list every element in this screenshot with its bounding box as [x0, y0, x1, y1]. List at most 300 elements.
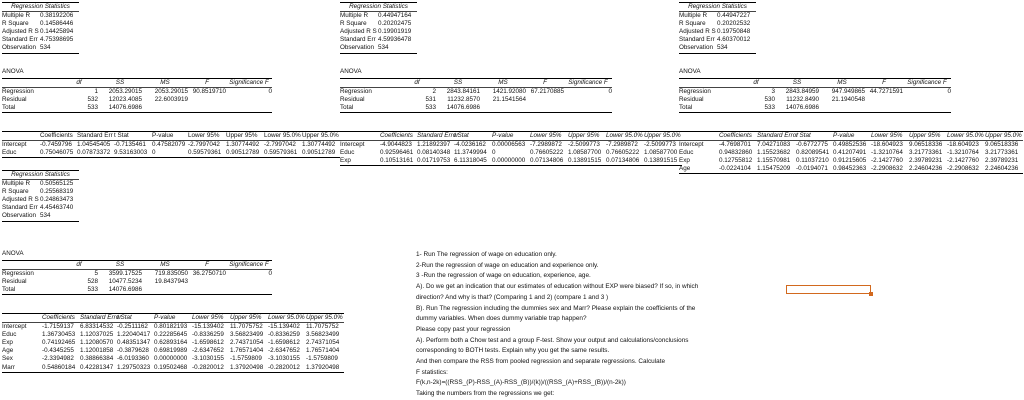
coef-cell[interactable]: -0.7459796 [40, 141, 72, 148]
anova-cell[interactable]: 21.1541564 [492, 96, 526, 104]
coef-cell[interactable]: -18.604923 [871, 141, 903, 148]
anova-cell[interactable]: 531 [425, 96, 436, 104]
anova-cell[interactable]: 533 [425, 104, 436, 112]
coef-cell[interactable]: 1.15523682 [757, 149, 791, 157]
anova-header-3[interactable]: F [205, 261, 209, 268]
coef-cell[interactable]: 0.11037210 [796, 157, 829, 165]
anova-cell[interactable]: 36.2750710 [192, 270, 226, 277]
coef-cell[interactable]: 0.08140348 [417, 149, 451, 157]
coef-cell[interactable]: 1.08587700 [644, 149, 678, 157]
coef-cell[interactable]: 1.30774492 [302, 141, 336, 148]
coef-cell[interactable]: 1.36730453 [42, 331, 76, 339]
reg-stats-title[interactable]: Regression Statistics [688, 3, 747, 10]
coef-cell[interactable]: -0.2820012 [192, 363, 224, 371]
anova-header-2[interactable]: MS [837, 79, 847, 86]
coef-row-label[interactable]: Intercept [2, 141, 27, 148]
coef-cell[interactable]: -7.2989872 [530, 141, 562, 148]
coef-cell[interactable]: 3.56823499 [230, 331, 264, 339]
reg-stat-value[interactable]: 0.20202475 [378, 20, 412, 28]
coef-cell[interactable]: 0.59579361 [264, 149, 298, 157]
anova-cell[interactable]: 1 [94, 88, 98, 95]
coef-header-2[interactable]: t Stat [796, 132, 811, 139]
coef-cell[interactable]: 2.74371054 [306, 339, 340, 347]
coef-cell[interactable]: 2.39789231 [985, 157, 1019, 165]
coef-header-5[interactable]: Upper 95% [568, 132, 600, 139]
note-line[interactable]: corresponding to BOTH tests. Explain why you get the same results. [416, 347, 610, 355]
coef-header-1[interactable]: Standard Err [77, 132, 113, 139]
coef-cell[interactable]: -15.139402 [192, 323, 224, 330]
anova-cell[interactable]: 3 [771, 88, 775, 95]
coef-header-3[interactable]: P-value [152, 132, 174, 139]
reg-stats-title[interactable]: Regression Statistics [11, 171, 70, 178]
coef-cell[interactable]: 0.07873372 [77, 149, 111, 157]
coef-cell[interactable]: -2.1427760 [947, 157, 979, 165]
coef-cell[interactable]: 9.06518336 [909, 141, 943, 148]
anova-cell[interactable]: 530 [764, 96, 775, 104]
coef-row-label[interactable]: Educ [340, 149, 355, 157]
coef-cell[interactable]: 0.80182193 [154, 323, 188, 330]
coef-header-6[interactable]: Lower 95.0% [606, 132, 643, 139]
note-line[interactable]: B). Run The regression including the dummies sex and Marr? Please explain the coefficients of the [416, 304, 696, 312]
reg-stats-title[interactable]: Regression Statistics [11, 3, 70, 10]
coef-cell[interactable]: 6.83314532 [80, 323, 114, 330]
anova-cell[interactable]: 14076.6986 [785, 104, 819, 112]
anova-cell[interactable]: 533 [87, 104, 98, 112]
anova-cell[interactable]: 533 [87, 286, 98, 294]
anova-title[interactable]: ANOVA [340, 68, 362, 75]
coef-header-0[interactable]: Coefficients [380, 132, 413, 139]
coef-cell[interactable]: -15.139402 [268, 323, 300, 330]
anova-header-0[interactable]: df [414, 79, 420, 86]
anova-header-1[interactable]: SS [792, 79, 802, 86]
reg-stat-value[interactable]: 0.24863473 [40, 196, 74, 204]
anova-cell[interactable]: 14076.6986 [108, 286, 142, 294]
note-line[interactable]: 2-Run the regression of wage on education and experience only. [416, 261, 599, 269]
reg-stat-label[interactable]: Standard Err [340, 36, 376, 44]
coef-cell[interactable]: 0.07134806 [606, 157, 640, 165]
coef-header-4[interactable]: Lower 95% [871, 132, 903, 139]
anova-cell[interactable]: 0 [268, 270, 272, 277]
anova-cell[interactable]: 12023.4085 [108, 96, 142, 104]
coef-cell[interactable]: 1.15570981 [757, 157, 791, 165]
coef-cell[interactable]: 1.21892397 [417, 141, 451, 148]
reg-stat-label[interactable]: Multiple R [2, 180, 30, 187]
coef-cell[interactable]: 1.37920498 [306, 363, 340, 371]
coef-cell[interactable]: -0.8336259 [192, 331, 224, 339]
coef-cell[interactable]: 3.56823499 [306, 331, 340, 339]
reg-stat-value[interactable]: 0.25568319 [40, 188, 74, 196]
anova-header-0[interactable]: df [753, 79, 759, 86]
coef-cell[interactable]: 6.11318045 [454, 157, 487, 165]
anova-title[interactable]: ANOVA [2, 250, 24, 257]
anova-header-2[interactable]: MS [160, 261, 170, 268]
anova-cell[interactable]: 3599.17525 [108, 270, 142, 277]
coef-cell[interactable]: 0.38866384 [80, 355, 114, 363]
reg-stat-label[interactable]: Observation [340, 44, 374, 52]
anova-cell[interactable]: 5 [94, 270, 98, 277]
coef-cell[interactable]: 0.00006563 [492, 141, 526, 148]
coef-cell[interactable]: -1.3210764 [947, 149, 979, 157]
anova-cell[interactable]: 719.835050 [154, 270, 188, 277]
coef-cell[interactable]: 11.7075752 [306, 323, 339, 330]
coef-cell[interactable]: -1.6598612 [268, 339, 300, 347]
anova-cell[interactable]: 10477.5234 [108, 278, 142, 286]
reg-stat-value[interactable]: 4.60370012 [717, 36, 751, 44]
anova-cell[interactable]: 533 [764, 104, 775, 112]
reg-stat-label[interactable]: Observation [2, 44, 36, 52]
coef-cell[interactable]: 0.10513161 [380, 157, 414, 165]
coef-cell[interactable]: 0.91215605 [833, 157, 867, 165]
reg-stat-label[interactable]: Observation [2, 212, 36, 220]
coef-cell[interactable]: 1.08587700 [568, 149, 602, 157]
coef-row-label[interactable]: Marr [2, 363, 15, 371]
coef-cell[interactable]: 0.48351347 [117, 339, 151, 347]
coef-cell[interactable]: -1.7159137 [42, 323, 74, 330]
coef-cell[interactable]: 9.06518336 [985, 141, 1019, 148]
reg-stat-value[interactable]: 534 [40, 44, 51, 52]
note-line[interactable]: Please copy past your regression [416, 325, 511, 333]
coef-cell[interactable]: 0.00000000 [492, 157, 526, 165]
reg-stat-label[interactable]: Adjusted R S [340, 28, 377, 36]
reg-stats-title[interactable]: Regression Statistics [349, 3, 408, 10]
coef-cell[interactable]: -0.7135461 [114, 141, 146, 148]
note-line[interactable]: A). Perform both a Chow test and a group F-test. Show your output and calculations/conclusions [416, 336, 689, 344]
coef-cell[interactable]: 1.37920498 [230, 363, 264, 371]
coef-cell[interactable]: -6.0193360 [117, 355, 149, 363]
reg-stat-label[interactable]: R Square [2, 20, 29, 28]
coef-cell[interactable]: -2.7997042 [188, 141, 220, 148]
reg-stat-label[interactable]: Multiple R [340, 12, 368, 19]
coef-cell[interactable]: -1.5759809 [230, 355, 262, 363]
reg-stat-label[interactable]: R Square [2, 188, 29, 196]
coef-header-1[interactable]: Standard Error [757, 132, 799, 139]
coef-cell[interactable]: -0.4345255 [42, 347, 74, 355]
anova-cell[interactable]: 2 [432, 88, 436, 95]
anova-row-label[interactable]: Regression [340, 88, 372, 95]
coef-cell[interactable]: -2.5099773 [644, 141, 676, 148]
coef-cell[interactable]: -3.1030155 [192, 355, 224, 363]
anova-cell[interactable]: 0 [268, 88, 272, 95]
coef-cell[interactable]: 0.94832860 [719, 149, 753, 157]
coef-cell[interactable]: -2.2908632 [871, 165, 903, 173]
coef-cell[interactable]: 0.13891515 [568, 157, 602, 165]
coef-cell[interactable]: 2.74371054 [230, 339, 264, 347]
coef-cell[interactable]: 0.74192465 [42, 339, 76, 347]
coef-cell[interactable]: 0.01719753 [417, 157, 451, 165]
reg-stat-value[interactable]: 0.44947164 [378, 12, 412, 19]
reg-stat-value[interactable]: 534 [40, 212, 51, 220]
note-line[interactable]: Taking the numbers from the regressions we get: [416, 390, 555, 398]
reg-stat-value[interactable]: 534 [717, 44, 728, 52]
anova-cell[interactable]: 21.1940548 [831, 96, 865, 104]
anova-header-3[interactable]: F [543, 79, 547, 86]
coef-cell[interactable]: 0.54860184 [42, 363, 76, 371]
note-line[interactable]: And then compare the RSS from pooled regression and separate regressions. Calculate [416, 358, 666, 365]
coef-cell[interactable]: -4.7698701 [719, 141, 751, 148]
coef-cell[interactable]: 1.76571404 [306, 347, 340, 355]
coef-header-7[interactable]: Upper 95.0% [306, 314, 343, 321]
coef-cell[interactable]: 0.59579361 [188, 149, 222, 157]
coef-cell[interactable]: -0.0194071 [796, 165, 828, 173]
coef-header-3[interactable]: P-value [492, 132, 514, 139]
anova-header-2[interactable]: MS [498, 79, 508, 86]
reg-stat-value[interactable]: 4.45463740 [40, 204, 74, 212]
anova-cell[interactable]: 947.949865 [831, 88, 865, 95]
coef-cell[interactable]: 1.15475209 [757, 165, 791, 173]
note-line[interactable]: A). Do we get an indication that our estimates of education without EXP were biased? If so, in which [416, 283, 699, 291]
anova-cell[interactable]: 90.8519710 [192, 88, 226, 95]
anova-title[interactable]: ANOVA [2, 68, 24, 75]
coef-cell[interactable]: -0.2820012 [268, 363, 300, 371]
anova-header-1[interactable]: SS [115, 261, 125, 268]
coef-cell[interactable]: 11.3749994 [454, 149, 487, 157]
anova-cell[interactable]: 11232.8570 [447, 96, 480, 104]
anova-title[interactable]: ANOVA [679, 68, 701, 75]
coef-header-7[interactable]: Upper 95.0% [302, 132, 339, 139]
coef-cell[interactable]: 7.04271083 [757, 141, 791, 148]
coef-cell[interactable]: -7.2989872 [606, 141, 638, 148]
coef-cell[interactable]: 0.42281347 [80, 363, 114, 371]
coef-cell[interactable]: 2.24604236 [985, 165, 1019, 173]
reg-stat-label[interactable]: Multiple R [2, 12, 30, 19]
anova-cell[interactable]: 2053.29015 [154, 88, 188, 95]
coef-cell[interactable]: 1.30774492 [226, 141, 260, 148]
anova-row-label[interactable]: Regression [2, 270, 34, 277]
coef-cell[interactable]: 0.00000000 [154, 355, 188, 363]
reg-stat-value[interactable]: 534 [378, 44, 389, 52]
coef-cell[interactable]: 0.41207491 [833, 149, 867, 157]
coef-header-0[interactable]: Coefficients [719, 132, 752, 139]
reg-stat-label[interactable]: Adjusted R S [2, 196, 39, 204]
reg-stat-value[interactable]: 0.14425894 [40, 28, 74, 36]
reg-stat-label[interactable]: R Square [679, 20, 706, 28]
reg-stat-label[interactable]: Multiple R [679, 12, 707, 19]
anova-cell[interactable]: 1421.92080 [492, 88, 526, 95]
anova-header-4[interactable]: Significance F [568, 79, 608, 86]
coef-cell[interactable]: 2.24604236 [909, 165, 943, 173]
coef-row-label[interactable]: Exp [340, 157, 351, 165]
coef-cell[interactable]: 0.90512789 [302, 149, 336, 157]
coef-cell[interactable]: 3.21773361 [985, 149, 1019, 157]
coef-cell[interactable]: 0.98452363 [833, 165, 867, 173]
anova-cell[interactable]: 19.8437943 [154, 278, 188, 286]
reg-stat-value[interactable]: 4.75398695 [40, 36, 74, 44]
coef-cell[interactable]: 0.69819989 [154, 347, 188, 355]
anova-header-4[interactable]: Significance F [229, 79, 269, 86]
coef-cell[interactable]: -0.2511162 [117, 323, 148, 330]
coef-cell[interactable]: -1.6598612 [192, 339, 224, 347]
coef-cell[interactable]: -2.6347652 [268, 347, 300, 355]
coef-cell[interactable]: 1.29750323 [117, 363, 151, 371]
coef-cell[interactable]: 0.49852536 [833, 141, 867, 148]
anova-row-label[interactable]: Total [2, 286, 16, 294]
anova-row-label[interactable]: Total [2, 104, 16, 112]
reg-stat-label[interactable]: Observation [679, 44, 713, 52]
anova-row-label[interactable]: Regression [679, 88, 711, 95]
coef-cell[interactable]: -4.0236162 [454, 141, 486, 148]
reg-stat-label[interactable]: Adjusted R S [679, 28, 716, 36]
anova-cell[interactable]: 2843.84959 [785, 88, 819, 95]
reg-stat-label[interactable]: Standard Err [2, 36, 38, 44]
note-line[interactable]: 1- Run The regression of wage on education only. [416, 251, 557, 258]
coef-row-label[interactable]: Intercept [2, 323, 27, 330]
coef-header-5[interactable]: Upper 95% [909, 132, 941, 139]
coef-cell[interactable]: 0.75046075 [40, 149, 74, 157]
coef-cell[interactable]: 0.90512789 [226, 149, 260, 157]
coef-row-label[interactable]: Educ [2, 331, 17, 339]
coef-cell[interactable]: 9.53163003 [114, 149, 148, 157]
coef-cell[interactable]: 0.76605222 [530, 149, 564, 157]
coef-cell[interactable]: -2.6347652 [192, 347, 224, 355]
anova-cell[interactable]: 11232.8490 [786, 96, 819, 104]
coef-cell[interactable]: 1.12080570 [80, 339, 114, 347]
coef-cell[interactable]: 11.7075752 [230, 323, 263, 330]
anova-cell[interactable]: 14076.6986 [446, 104, 480, 112]
anova-cell[interactable]: 44.7271591 [869, 88, 903, 95]
anova-cell[interactable]: 2053.29015 [108, 88, 142, 95]
note-line[interactable]: direction? And why is that? (Comparing 1 and 2) (compare 1 and 3 ) [416, 293, 609, 301]
anova-row-label[interactable]: Residual [2, 278, 27, 286]
coef-header-3[interactable]: P-value [154, 314, 176, 321]
coef-header-4[interactable]: Lower 95% [192, 314, 224, 321]
note-line[interactable]: 3 -Run the regression of wage on education, experience, age. [416, 272, 591, 280]
coef-header-0[interactable]: Coefficients [40, 132, 73, 139]
reg-stat-value[interactable]: 4.59936478 [378, 36, 412, 44]
fill-handle[interactable] [869, 292, 873, 296]
anova-header-0[interactable]: df [76, 261, 82, 268]
note-line[interactable]: F statistics: [416, 368, 448, 376]
coef-cell[interactable]: -2.1427760 [871, 157, 903, 165]
reg-stat-label[interactable]: R Square [340, 20, 367, 28]
anova-header-3[interactable]: F [882, 79, 886, 86]
reg-stat-value[interactable]: 0.38192206 [40, 12, 74, 19]
coef-cell[interactable]: 0.76605222 [606, 149, 640, 157]
anova-header-1[interactable]: SS [453, 79, 463, 86]
coef-cell[interactable]: 1.22040417 [117, 331, 151, 339]
anova-cell[interactable]: 2843.84161 [446, 88, 480, 95]
anova-row-label[interactable]: Residual [679, 96, 704, 104]
anova-header-1[interactable]: SS [115, 79, 125, 86]
coef-cell[interactable]: -2.2908632 [947, 165, 979, 173]
coef-cell[interactable]: -2.3394982 [42, 355, 74, 363]
anova-header-4[interactable]: Significance F [907, 79, 947, 86]
coef-cell[interactable]: -1.5759809 [306, 355, 338, 363]
coef-cell[interactable]: -0.6772775 [796, 141, 828, 148]
anova-cell[interactable]: 0 [608, 88, 612, 95]
coef-cell[interactable]: 0.62893164 [154, 339, 188, 347]
anova-header-0[interactable]: df [76, 79, 82, 86]
coef-header-5[interactable]: Upper 95% [226, 132, 258, 139]
coef-row-label[interactable]: Intercept [340, 141, 365, 148]
anova-header-3[interactable]: F [205, 79, 209, 86]
coef-row-label[interactable]: Exp [2, 339, 13, 347]
anova-row-label[interactable]: Total [340, 104, 354, 112]
coef-cell[interactable]: -1.3210764 [871, 149, 903, 157]
coef-cell[interactable]: 0.22285645 [154, 331, 188, 339]
coef-cell[interactable]: 0.92596461 [380, 149, 414, 157]
anova-cell[interactable]: 22.6003919 [154, 96, 188, 104]
coef-header-6[interactable]: Lower 95.0% [264, 132, 301, 139]
anova-cell[interactable]: 14076.6986 [108, 104, 142, 112]
coef-cell[interactable]: 0.12755812 [719, 157, 753, 165]
coef-cell[interactable]: 1.04545405 [77, 141, 111, 148]
coef-cell[interactable]: -0.8336259 [268, 331, 300, 339]
coef-header-4[interactable]: Lower 95% [188, 132, 220, 139]
coef-cell[interactable]: -0.0224104 [719, 165, 751, 173]
anova-header-4[interactable]: Significance F [229, 261, 269, 268]
reg-stat-label[interactable]: Standard Err [2, 204, 38, 212]
coef-header-7[interactable]: Upper 95.0% [985, 132, 1022, 139]
reg-stat-value[interactable]: 0.14586446 [40, 20, 74, 28]
coef-cell[interactable]: -18.604923 [947, 141, 979, 148]
coef-cell[interactable]: 1.76571404 [230, 347, 264, 355]
coef-header-6[interactable]: Lower 95.0% [268, 314, 305, 321]
coef-cell[interactable]: -2.7997042 [264, 141, 296, 148]
coef-cell[interactable]: 0.13891515 [644, 157, 678, 165]
anova-header-2[interactable]: MS [160, 79, 170, 86]
coef-cell[interactable]: 1.12001858 [80, 347, 114, 355]
coef-header-0[interactable]: Coefficients [42, 314, 75, 321]
coef-header-4[interactable]: Lower 95% [530, 132, 562, 139]
coef-row-label[interactable]: Educ [679, 149, 694, 157]
coef-header-1[interactable]: Standard Error [417, 132, 459, 139]
coef-header-2[interactable]: t Stat [114, 132, 129, 139]
reg-stat-value[interactable]: 0.20202532 [717, 20, 751, 28]
coef-header-2[interactable]: t Stat [117, 314, 132, 321]
coef-cell[interactable]: 0.07134806 [530, 157, 564, 165]
coef-cell[interactable]: -2.5099773 [568, 141, 600, 148]
coef-cell[interactable]: -3.1030155 [268, 355, 300, 363]
coef-cell[interactable]: 0.47582079 [152, 141, 186, 148]
coef-cell[interactable]: -0.3879628 [117, 347, 149, 355]
anova-cell[interactable]: 532 [87, 96, 98, 104]
reg-stat-value[interactable]: 0.19901919 [378, 28, 412, 36]
reg-stat-value[interactable]: 0.50565125 [40, 180, 74, 187]
anova-cell[interactable]: 0 [947, 88, 951, 95]
selected-cell[interactable] [786, 285, 871, 294]
coef-row-label[interactable]: Age [2, 347, 14, 355]
coef-header-2[interactable]: t Stat [454, 132, 469, 139]
anova-row-label[interactable]: Residual [2, 96, 27, 104]
coef-row-label[interactable]: Exp [679, 157, 690, 165]
coef-row-label[interactable]: Intercept [679, 141, 704, 148]
coef-header-3[interactable]: P-value [833, 132, 855, 139]
note-line[interactable]: dummy variables. When does dummy variable trap happen? [416, 315, 587, 323]
coef-cell[interactable]: 1.12037025 [80, 331, 114, 339]
coef-row-label[interactable]: Sex [2, 355, 13, 363]
coef-row-label[interactable]: Educ [2, 149, 17, 157]
anova-row-label[interactable]: Total [679, 104, 693, 112]
coef-cell[interactable]: -4.9044823 [380, 141, 412, 148]
coef-cell[interactable]: 2.39789231 [909, 157, 943, 165]
coef-cell[interactable]: 0 [152, 149, 156, 157]
coef-header-7[interactable]: Upper 95.0% [644, 132, 681, 139]
coef-cell[interactable]: 3.21773361 [909, 149, 943, 157]
reg-stat-label[interactable]: Standard Err [679, 36, 715, 44]
coef-header-6[interactable]: Lower 95.0% [947, 132, 984, 139]
anova-cell[interactable]: 67.2170885 [530, 88, 564, 95]
coef-header-5[interactable]: Upper 95% [230, 314, 262, 321]
reg-stat-label[interactable]: Adjusted R S [2, 28, 39, 36]
coef-header-1[interactable]: Standard Error [80, 314, 122, 321]
anova-row-label[interactable]: Regression [2, 88, 34, 95]
anova-row-label[interactable]: Residual [340, 96, 365, 104]
coef-cell[interactable]: 0 [492, 149, 496, 157]
note-line[interactable]: F(k,n-2k)=((RSS_(P)-RSS_(A)-RSS_(B))/(k))/((RSS_(A)+RSS_(B))/(n-2k)) [416, 379, 626, 387]
anova-cell[interactable]: 528 [87, 278, 98, 286]
reg-stat-value[interactable]: 0.19750848 [717, 28, 751, 36]
coef-row-label[interactable]: Age [679, 165, 691, 173]
